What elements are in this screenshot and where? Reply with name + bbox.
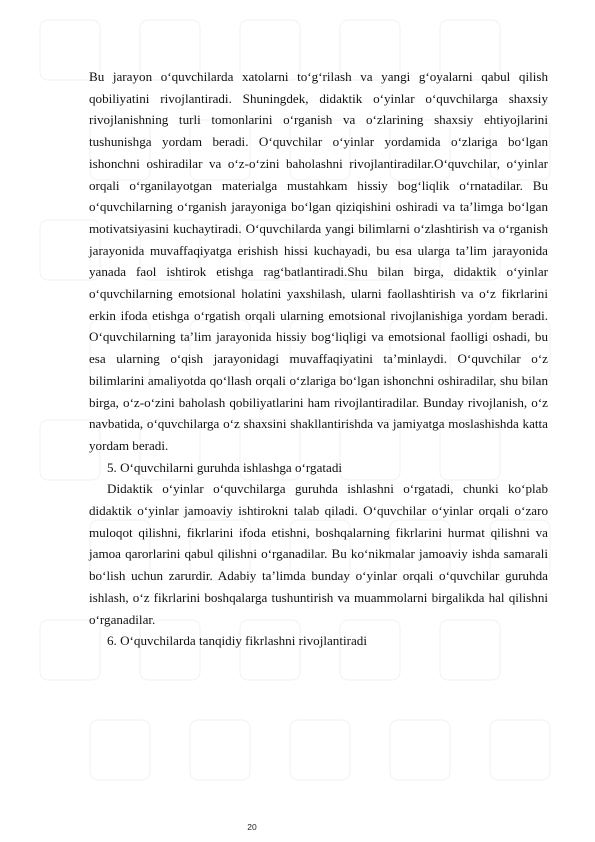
body-text	[89, 66, 548, 652]
page-number: 20	[247, 822, 257, 832]
paragraph-continuation: Bu jarayon o‘quvchilarda xatolarni to‘g‘rilash va yangi g‘oyalarni qabul qilish qobiliyatini rivojlantiradi. Shuningdek, didaktik o‘yinlar o‘quvchilarga shaxsiy rivojlanishning turli tomonlarini o‘rganish va o‘zlarining shaxsiy ehtiyojlarini tushunishga yordam beradi. O‘quvchilar o‘yinlar yordamida o‘zlariga bo‘lgan ishonchni oshiradilar va o‘z-o‘zini baholashni rivojlantiradilar.O‘quvchilar, o‘yinlar orqali o‘rganilayotgan materialga mustahkam hissiy bog‘liqlik o‘rnatadilar. Bu o‘quvchilarning o‘rganish jarayoniga bo‘lgan qiziqishini oshiradi va ta’limga bo‘lgan motivatsiyasini kuchaytiradi. O‘quvchilarda yangi bilimlarni o‘zlashtirish va o‘rganish jarayonida muvaffaqiyatga erishish hissi kuchayadi, bu esa ularga ta’lim jarayonida yanada faol ishtirok etishga rag‘batlantiradi.Shu bilan birga, didaktik o‘yinlar o‘quvchilarning emotsional holatini yaxshilash, ularni faollashtirish va o‘z fikrlarini erkin ifoda etishga o‘rgatish orqali ularning emotsional rivojlanishiga yordam beradi. O‘quvchilarning ta’lim jarayonida hissiy bog‘liqligi va emotsional faolligi oshadi, bu esa ularning o‘qish jarayonidagi muvaffaqiyatini ta’minlaydi. O‘quvchilar o‘z bilimlarini amaliyotda qo‘llash orqali o‘zlariga bo‘lgan ishonchni oshiradilar, shu bilan birga, o‘z-o‘zini baholash qobiliyatlarini ham rivojlantiradilar. Bunday rivojlanish, o‘z navbatida, o‘quvchilarga o‘z shaxsini shakllantirishda va jamiyatga moslashishda katta yordam beradi.	[89, 69, 548, 453]
section-heading-6: 6. O‘quvchilarda tanqidiy fikrlashni rivojlantiradi	[107, 633, 367, 649]
section-heading-5: 5. O‘quvchilarni guruhda ishlashga o‘rgatadi	[107, 459, 343, 475]
paragraph-group-work: Didaktik o‘yinlar o‘quvchilarga guruhda ishlashni o‘rgatadi, chunki ko‘plab didaktik o‘yinlar jamoaviy ishtirokni talab qiladi. O‘quvchilar o‘yinlar orqali o‘zaro muloqot qilishni, fikrlarini ifoda etishni, boshqalarning fikrlarini hurmat qilishni va jamoa qarorlarini qabul qilishni o‘rganadilar. Bu ko‘nikmalar jamoaviy ishda samarali bo‘lish uchun zarurdir. Adabiy ta’limda bunday o‘yinlar orqali o‘quvchilar guruhda ishlash, o‘z fikrlarini boshqalarga tushuntirish va muammolarni birgalikda hal qilishni o‘rganadilar.	[89, 481, 548, 627]
